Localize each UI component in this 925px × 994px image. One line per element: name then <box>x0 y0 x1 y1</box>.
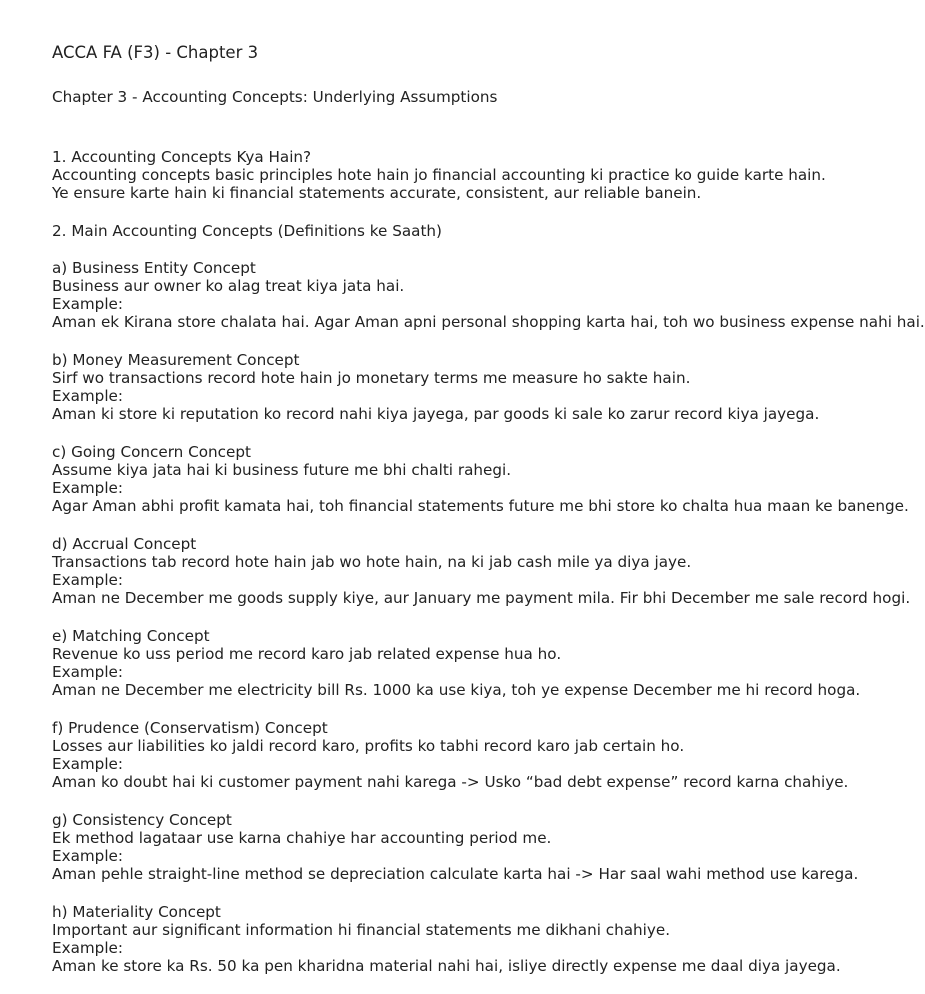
concept-definition: Sirf wo transactions record hote hain jo monetary terms me measure ho sakte hain. <box>52 369 691 387</box>
concept-example: Aman ek Kirana store chalata hai. Agar Aman apni personal shopping karta hai, toh wo business expense nahi hai. <box>52 313 925 331</box>
document-page <box>52 0 925 994</box>
concept-definition: Revenue ko uss period me record karo jab related expense hua ho. <box>52 645 562 663</box>
document-title: ACCA FA (F3) - Chapter 3 <box>52 43 259 62</box>
example-label: Example: <box>52 295 124 313</box>
example-label: Example: <box>52 847 124 865</box>
concept-title: d) Accrual Concept <box>52 535 197 553</box>
concept-example: Aman ke store ka Rs. 50 ka pen kharidna material nahi hai, isliye directly expense me daal diya jayega. <box>52 957 841 975</box>
concept-example: Agar Aman abhi profit kamata hai, toh financial statements future me bhi store ko chalta hua maan ke banenge. <box>52 497 909 515</box>
concept-title: b) Money Measurement Concept <box>52 351 300 369</box>
concept-example: Aman ko doubt hai ki customer payment nahi karega -> Usko “bad debt expense” record karna chahiye. <box>52 773 849 791</box>
concept-example: Aman pehle straight-line method se depreciation calculate karta hai -> Har saal wahi method use karega. <box>52 865 859 883</box>
concept-example: Aman ne December me electricity bill Rs. 1000 ka use kiya, toh ye expense December me hi record hoga. <box>52 681 861 699</box>
concept-definition: Transactions tab record hote hain jab wo hote hain, na ki jab cash mile ya diya jaye. <box>52 553 692 571</box>
example-label: Example: <box>52 755 124 773</box>
concept-example: Aman ne December me goods supply kiye, aur January me payment mila. Fir bhi December me sale record hogi. <box>52 589 911 607</box>
concept-title: e) Matching Concept <box>52 627 210 645</box>
example-label: Example: <box>52 479 124 497</box>
intro-line-1: Accounting concepts basic principles hote hain jo financial accounting ki practice ko guide karte hain. <box>52 166 826 184</box>
concept-title: c) Going Concern Concept <box>52 443 251 461</box>
example-label: Example: <box>52 663 124 681</box>
concept-title: a) Business Entity Concept <box>52 259 256 277</box>
chapter-title: Chapter 3 - Accounting Concepts: Underlying Assumptions <box>52 88 498 106</box>
example-label: Example: <box>52 571 124 589</box>
section-heading-intro: 1. Accounting Concepts Kya Hain? <box>52 148 312 166</box>
section-heading-main: 2. Main Accounting Concepts (Definitions ke Saath) <box>52 222 442 240</box>
concept-title: f) Prudence (Conservatism) Concept <box>52 719 328 737</box>
concept-title: g) Consistency Concept <box>52 811 232 829</box>
concept-title: h) Materiality Concept <box>52 903 221 921</box>
concept-definition: Business aur owner ko alag treat kiya jata hai. <box>52 277 405 295</box>
concept-definition: Ek method lagataar use karna chahiye har accounting period me. <box>52 829 552 847</box>
concept-definition: Losses aur liabilities ko jaldi record karo, profits ko tabhi record karo jab certain ho. <box>52 737 685 755</box>
example-label: Example: <box>52 939 124 957</box>
concept-definition: Assume kiya jata hai ki business future me bhi chalti rahegi. <box>52 461 512 479</box>
intro-line-2: Ye ensure karte hain ki financial statements accurate, consistent, aur reliable banein. <box>52 184 702 202</box>
concept-example: Aman ki store ki reputation ko record nahi kiya jayega, par goods ki sale ko zarur record kiya jayega. <box>52 405 820 423</box>
concept-definition: Important aur significant information hi financial statements me dikhani chahiye. <box>52 921 671 939</box>
example-label: Example: <box>52 387 124 405</box>
